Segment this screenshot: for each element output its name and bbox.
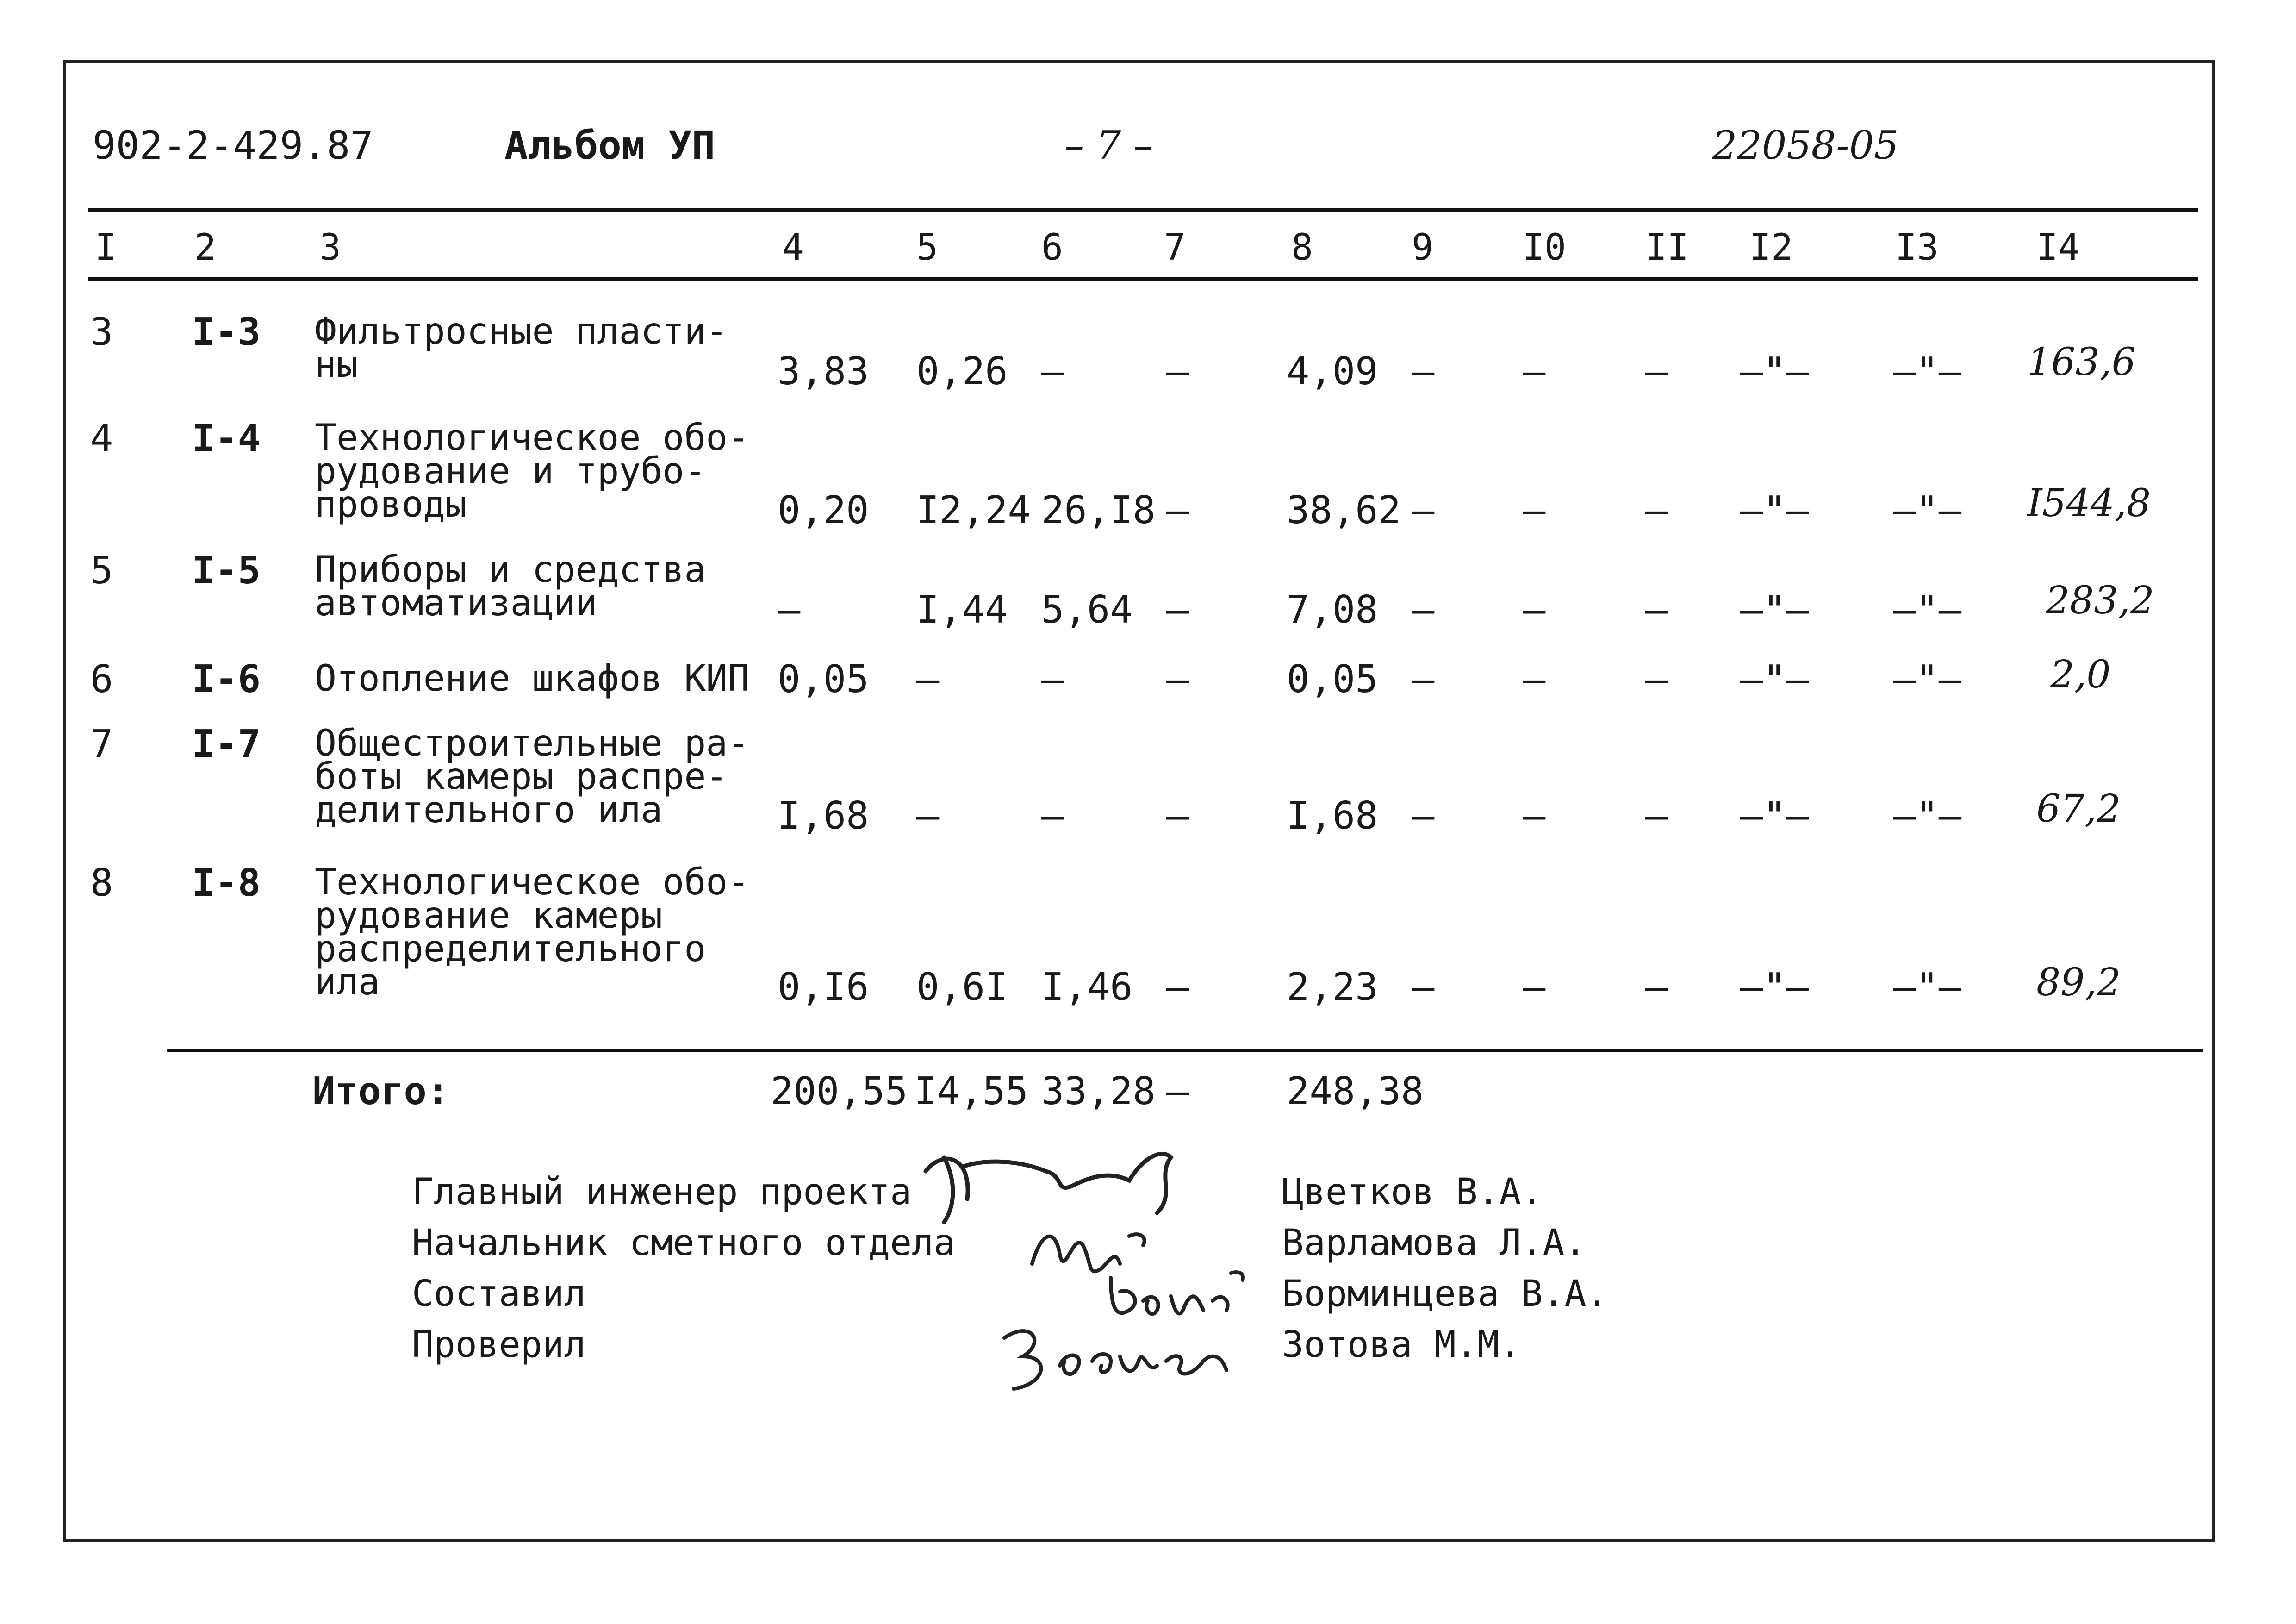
cell-c6: 26,I8 <box>1041 488 1156 532</box>
cell-c9: – <box>1412 488 1435 532</box>
doc-code: 902-2-429.87 <box>93 123 373 168</box>
cell-c11: – <box>1645 965 1668 1009</box>
signatory-role: Начальник сметного отдела <box>412 1222 955 1264</box>
cell-c5: I,44 <box>916 588 1008 632</box>
cell-c4: 3,83 <box>778 350 869 394</box>
col-8: 8 <box>1291 227 1313 269</box>
row-description: Приборы и средства автоматизации <box>315 549 706 624</box>
cell-c7: – <box>1166 657 1189 701</box>
col-14: I4 <box>2036 227 2080 269</box>
cell-c4: – <box>778 588 801 632</box>
cell-c13: –"– <box>1893 350 1962 394</box>
cell-c7: – <box>1166 350 1189 394</box>
cell-c5: – <box>916 657 940 701</box>
cell-c12: –"– <box>1740 350 1809 394</box>
row-code: I-5 <box>192 549 261 593</box>
row-num: 6 <box>90 657 113 701</box>
cell-c9: – <box>1412 794 1435 838</box>
row-description: Технологическое обо- рудование и трубо- проводы <box>315 417 750 525</box>
cell-c6: I,46 <box>1041 965 1133 1009</box>
cell-c12: –"– <box>1740 588 1809 632</box>
col-5: 5 <box>916 227 938 269</box>
col-13: I3 <box>1895 227 1939 269</box>
cell-c9: – <box>1412 588 1435 632</box>
header-rule-bottom <box>88 277 2198 281</box>
row-description: Технологическое обо- рудование камеры распределительного ила <box>315 862 750 1003</box>
cell-c13: –"– <box>1893 657 1962 701</box>
row-num: 4 <box>90 417 113 461</box>
cell-c5: 0,26 <box>916 350 1008 394</box>
cell-c13: –"– <box>1893 488 1962 532</box>
cell-c11: – <box>1645 588 1668 632</box>
total-rule <box>167 1049 2203 1052</box>
cell-c10: – <box>1523 965 1546 1009</box>
cell-c10: – <box>1523 350 1546 394</box>
cell-c4: 0,05 <box>778 657 869 701</box>
cell-c7: – <box>1166 488 1189 532</box>
row-num: 3 <box>90 310 113 354</box>
signatory-role: Главный инженер проекта <box>412 1171 912 1213</box>
col-9: 9 <box>1412 227 1433 269</box>
cell-c14: 283,2 <box>2046 579 2154 623</box>
cell-c7: – <box>1166 794 1189 838</box>
cell-c11: – <box>1645 350 1668 394</box>
cell-c8: 38,62 <box>1287 488 1401 532</box>
total-c7: – <box>1166 1069 1189 1113</box>
cell-c6: – <box>1041 350 1064 394</box>
row-code: I-6 <box>192 657 261 701</box>
col-11: II <box>1645 227 1689 269</box>
cell-c5: – <box>916 794 940 838</box>
total-c8: 248,38 <box>1287 1069 1424 1113</box>
cell-c9: – <box>1412 350 1435 394</box>
row-num: 7 <box>90 722 113 766</box>
cell-c13: –"– <box>1893 588 1962 632</box>
col-1: I <box>95 227 117 269</box>
col-6: 6 <box>1041 227 1063 269</box>
cell-c8: I,68 <box>1287 794 1378 838</box>
cell-c4: 0,I6 <box>778 965 869 1009</box>
col-4: 4 <box>782 227 804 269</box>
col-3: 3 <box>319 227 341 269</box>
row-num: 8 <box>90 861 113 905</box>
col-12: I2 <box>1749 227 1793 269</box>
cell-c4: I,68 <box>778 794 869 838</box>
col-7: 7 <box>1164 227 1186 269</box>
cell-c12: –"– <box>1740 965 1809 1009</box>
col-2: 2 <box>194 227 216 269</box>
cell-c13: –"– <box>1893 965 1962 1009</box>
cell-c14: 67,2 <box>2036 787 2121 831</box>
cell-c8: 7,08 <box>1287 588 1378 632</box>
cell-c6: – <box>1041 657 1064 701</box>
row-description: Общестроительные ра- боты камеры распре- делительного ила <box>315 723 750 831</box>
row-description: Отопление шкафов КИП <box>315 658 750 700</box>
cell-c10: – <box>1523 588 1546 632</box>
cell-c13: –"– <box>1893 794 1962 838</box>
row-description: Фильтросные пласти- ны <box>315 311 728 386</box>
inventory-number: 22058-05 <box>1712 123 1899 168</box>
signatory-name: Цветков В.А. <box>1282 1171 1543 1213</box>
cell-c12: –"– <box>1740 488 1809 532</box>
cell-c8: 4,09 <box>1287 350 1378 394</box>
cell-c7: – <box>1166 588 1189 632</box>
signatory-name: Варламова Л.А. <box>1282 1222 1587 1264</box>
cell-c8: 0,05 <box>1287 657 1378 701</box>
row-num: 5 <box>90 549 113 593</box>
cell-c10: – <box>1523 657 1546 701</box>
cell-c11: – <box>1645 657 1668 701</box>
signatory-role: Проверил <box>412 1324 586 1366</box>
cell-c12: –"– <box>1740 657 1809 701</box>
total-c5: I4,55 <box>914 1069 1028 1113</box>
cell-c9: – <box>1412 657 1435 701</box>
cell-c5: I2,24 <box>916 488 1031 532</box>
cell-c14: 163,6 <box>2027 340 2136 384</box>
cell-c11: – <box>1645 488 1668 532</box>
cell-c7: – <box>1166 965 1189 1009</box>
signatory-role: Составил <box>412 1273 586 1315</box>
header-rule-top <box>88 208 2198 212</box>
col-10: I0 <box>1523 227 1566 269</box>
page-number: – 7 – <box>1064 123 1153 168</box>
signatory-name: Зотова М.М. <box>1282 1324 1521 1366</box>
cell-c14: 89,2 <box>2036 961 2121 1005</box>
cell-c6: – <box>1041 794 1064 838</box>
row-code: I-7 <box>192 722 261 766</box>
cell-c9: – <box>1412 965 1435 1009</box>
row-code: I-8 <box>192 861 261 905</box>
signatory-name: Борминцева В.А. <box>1282 1273 1608 1315</box>
row-code: I-3 <box>192 310 261 354</box>
cell-c5: 0,6I <box>916 965 1008 1009</box>
row-code: I-4 <box>192 417 261 461</box>
total-c6: 33,28 <box>1041 1069 1156 1113</box>
cell-c14: I544,8 <box>2027 481 2151 525</box>
total-label: Итого: <box>312 1069 450 1113</box>
cell-c6: 5,64 <box>1041 588 1133 632</box>
cell-c4: 0,20 <box>778 488 869 532</box>
cell-c10: – <box>1523 794 1546 838</box>
cell-c12: –"– <box>1740 794 1809 838</box>
signature-image <box>995 1315 1254 1398</box>
cell-c8: 2,23 <box>1287 965 1378 1009</box>
total-c4: 200,55 <box>771 1069 908 1113</box>
cell-c10: – <box>1523 488 1546 532</box>
cell-c11: – <box>1645 794 1668 838</box>
cell-c14: 2,0 <box>2050 653 2111 697</box>
album-title: Альбом УП <box>504 123 716 168</box>
